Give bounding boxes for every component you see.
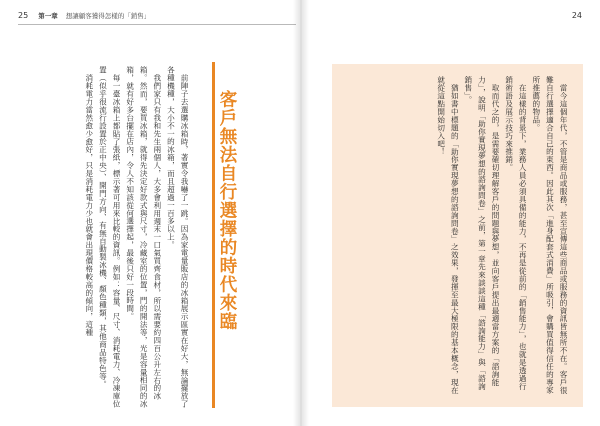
paragraph: 當今這個年代，不管是商品或服務，甚至宣傳這些商品或服務的資訊皆無所不在。客戶很難自行選擇適合自己的東西。因此其次「進身配套式消費」所吸引，會購買值得信任的專家所推薦的物品。 — [531, 76, 568, 394]
right-body-text — [348, 76, 570, 396]
running-header-left — [18, 11, 150, 21]
paragraph: 我們家只有我和先生兩個人，大多會利用週末一口氣買齊食材，所以需要約四百公升左右的冰箱。然而，要買冰箱，就得先決定好款式與尺寸，冷藏室的位置，門的開法等，光是容量相同的冰箱，就有好多台擺在店內，令人不知該從何選擇起，最後只好一段時間。 — [125, 66, 162, 408]
page-number-right: 24 — [571, 11, 582, 20]
book-gutter — [293, 0, 309, 426]
paragraph: 前陣子去選購冰箱時，著實令我嚇了一跳。因為家電量販店的冰箱展示區實在好大，無論擺放了各種機種，大小不一的冰箱，而且超過一百多以上。 — [166, 66, 189, 408]
section-heading: 客戶無法自行選擇的時代來臨 — [217, 90, 237, 331]
left-page — [0, 0, 299, 426]
page-number-left: 25 — [18, 11, 29, 20]
paragraph: 猶如書中標題的「助你實現夢想的諮詢問卷」之效果，發揮至最大極限的基本概念，現在就從這點開始切入吧！ — [436, 76, 460, 394]
chapter-title: 想讓顧客獲得怎樣的「銷售」 — [65, 12, 151, 20]
chapter-label: 第一章 — [38, 12, 58, 20]
paragraph: 消耗電力當然愈少愈好，只是消耗電力少也就會出現價格較高的傾向，這種 — [84, 73, 94, 336]
paragraph: 取而代之的，是需要確切理解客戶的問題與夢想，並向客戶提出最適當方案的「諮詢能力」，說明「助你實現夢想的諮詢問卷」之前，第一章先來談談這種「諮詢能力」與「諮詢銷售」。 — [463, 76, 501, 391]
left-body-text — [21, 66, 191, 414]
paragraph: 在這樣的背景下，業務人員必須具備的能力，不再是從前的「銷售能力」，也就是透過行銷術語及展示技巧來推銷。 — [504, 76, 528, 390]
header-rule — [18, 24, 296, 25]
paragraph: 每一臺冰箱上都貼了張紙，標示著可用來比較的資訊。例如：容量、尺寸、消耗電力、冷凍庫位置（似乎很流行設置於正中央）、開門方向、有無自動製冰機、顏色種類，其他商品特色等。 — [98, 66, 122, 408]
